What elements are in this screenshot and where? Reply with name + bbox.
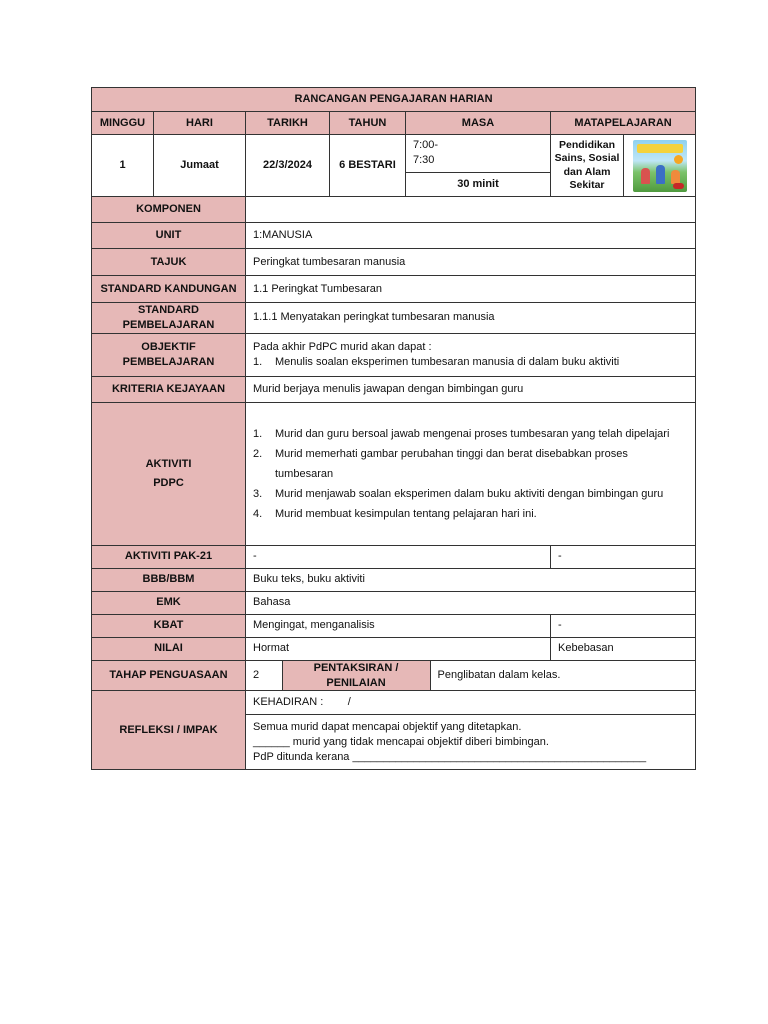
subject-name: Pendidikan Sains, Sosial dan Alam Sekitar bbox=[551, 135, 624, 197]
tahun-value: 6 BESTARI bbox=[330, 135, 406, 197]
komponen-value bbox=[246, 197, 696, 223]
unit-value: 1:MANUSIA bbox=[246, 223, 696, 249]
list-item-number: 4. bbox=[253, 507, 263, 520]
nilai-value-1: Hormat bbox=[246, 637, 551, 660]
pentaksiran-label: PENTAKSIRAN / PENILAIAN bbox=[282, 661, 430, 691]
header-masa: MASA bbox=[406, 112, 551, 135]
tahap-label: TAHAP PENGUASAAN bbox=[92, 660, 246, 691]
aktiviti-label-line2: PDPC bbox=[153, 476, 184, 489]
bbb-value: Buku teks, buku aktiviti bbox=[246, 568, 696, 591]
pak21-value-1: - bbox=[246, 545, 551, 568]
kbat-value-1: Mengingat, menganalisis bbox=[246, 614, 551, 637]
objektif-list bbox=[253, 355, 688, 370]
header-tahun: TAHUN bbox=[330, 112, 406, 135]
kbat-label: KBAT bbox=[92, 614, 246, 637]
objektif-intro: Pada akhir PdPC murid akan dapat : bbox=[253, 340, 432, 353]
list-item-text: Murid memerhati gambar perubahan tinggi dan berat disebabkan proses tumbesaran bbox=[275, 447, 628, 480]
masa-time-start: 7:00- bbox=[413, 139, 439, 151]
tarikh-value: 22/3/2024 bbox=[246, 135, 330, 197]
tajuk-label: TAJUK bbox=[92, 249, 246, 276]
textbook-cover-image bbox=[633, 140, 687, 192]
header-minggu: MINGGU bbox=[92, 112, 154, 135]
unit-label: UNIT bbox=[92, 223, 246, 249]
header-tarikh: TARIKH bbox=[246, 112, 330, 135]
masa-time bbox=[406, 135, 551, 173]
header-matapelajaran: MATAPELAJARAN bbox=[551, 112, 696, 135]
nilai-label: NILAI bbox=[92, 637, 246, 660]
refleksi-line-3: PdP ditunda kerana ________________________________________________ bbox=[253, 750, 647, 763]
lesson-plan-sheet bbox=[91, 87, 695, 770]
refleksi-line-1: Semua murid dapat mencapai objektif yang ditetapkan. bbox=[253, 721, 522, 734]
list-item-text: Menulis soalan eksperimen tumbesaran manusia di dalam buku aktiviti bbox=[275, 355, 620, 368]
header-hari: HARI bbox=[154, 112, 246, 135]
objektif-label: OBJEKTIF PEMBELAJARAN bbox=[92, 333, 246, 376]
komponen-label: KOMPONEN bbox=[92, 197, 246, 223]
kehadiran-value: KEHADIRAN : / bbox=[246, 691, 696, 715]
standard-pembelajaran-label: STANDARD PEMBELAJARAN bbox=[92, 303, 246, 334]
aktiviti-label-line1: AKTIVITI bbox=[145, 458, 192, 470]
textbook-cover-icon bbox=[624, 135, 696, 197]
standard-kandungan-label: STANDARD KANDUNGAN bbox=[92, 276, 246, 303]
pentaksiran-value: Penglibatan dalam kelas. bbox=[437, 669, 561, 682]
tahap-subtable bbox=[246, 661, 695, 691]
bbb-label: BBB/BBM bbox=[92, 568, 246, 591]
pak21-value-2: - bbox=[551, 545, 696, 568]
tajuk-value: Peringkat tumbesaran manusia bbox=[246, 249, 696, 276]
emk-value: Bahasa bbox=[246, 591, 696, 614]
hari-value: Jumaat bbox=[154, 135, 246, 197]
nilai-value-2: Kebebasan bbox=[551, 637, 696, 660]
kriteria-value: Murid berjaya menulis jawapan dengan bimbingan guru bbox=[246, 376, 696, 402]
list-item bbox=[253, 444, 688, 484]
list-item-text: Murid menjawab soalan eksperimen dalam buku aktiviti dengan bimbingan guru bbox=[275, 487, 664, 500]
list-item-text: Murid membuat kesimpulan tentang pelajaran hari ini. bbox=[275, 507, 537, 520]
kbat-value-2: - bbox=[551, 614, 696, 637]
aktiviti-label bbox=[92, 402, 246, 545]
tahap-row bbox=[246, 660, 696, 691]
objektif-value bbox=[246, 333, 696, 376]
aktiviti-list bbox=[253, 424, 688, 524]
document-title: RANCANGAN PENGAJARAN HARIAN bbox=[92, 88, 696, 112]
refleksi-label: REFLEKSI / IMPAK bbox=[92, 691, 246, 770]
refleksi-line-2: ______ murid yang tidak mencapai objektif diberi bimbingan. bbox=[253, 735, 549, 748]
masa-time-end: 7:30 bbox=[413, 153, 435, 166]
list-item bbox=[253, 504, 688, 524]
list-item bbox=[253, 355, 688, 370]
list-item-text: Murid dan guru bersoal jawab mengenai proses tumbesaran yang telah dipelajari bbox=[275, 427, 670, 440]
tahap-value: 2 bbox=[246, 661, 282, 691]
pak21-label: AKTIVITI PAK-21 bbox=[92, 545, 246, 568]
minggu-value: 1 bbox=[92, 135, 154, 197]
kriteria-label: KRITERIA KEJAYAAN bbox=[92, 376, 246, 402]
lesson-plan-table bbox=[91, 87, 696, 770]
standard-kandungan-value: 1.1 Peringkat Tumbesaran bbox=[246, 276, 696, 303]
list-item bbox=[253, 424, 688, 444]
aktiviti-value bbox=[246, 402, 696, 545]
refleksi-value bbox=[246, 715, 696, 770]
list-item-number: 1. bbox=[253, 355, 263, 368]
list-item bbox=[253, 484, 688, 504]
standard-pembelajaran-value: 1.1.1 Menyatakan peringkat tumbesaran manusia bbox=[246, 303, 696, 334]
emk-label: EMK bbox=[92, 591, 246, 614]
list-item-number: 1. bbox=[253, 427, 263, 440]
duration-value: 30 minit bbox=[406, 173, 551, 197]
list-item-number: 2. bbox=[253, 447, 263, 460]
list-item-number: 3. bbox=[253, 487, 263, 500]
